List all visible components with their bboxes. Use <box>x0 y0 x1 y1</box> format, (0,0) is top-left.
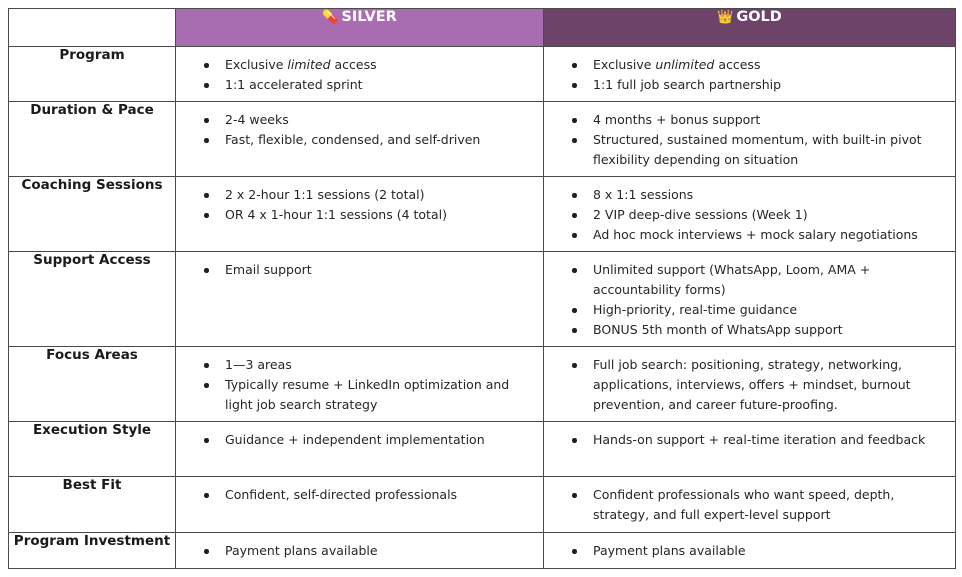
silver-list <box>176 252 543 286</box>
list-item: BONUS 5th month of WhatsApp support <box>544 320 951 340</box>
list-item: 1:1 full job search partnership <box>544 75 951 95</box>
silver-cell <box>176 347 544 422</box>
list-item: Unlimited support (WhatsApp, Loom, AMA + accountability forms) <box>544 260 951 300</box>
gold-cell <box>544 177 956 252</box>
table-row <box>9 102 956 177</box>
gold-list <box>544 347 955 421</box>
list-item: 2 x 2-hour 1:1 sessions (2 total) <box>176 185 539 205</box>
gold-header-label: GOLD <box>736 9 782 25</box>
row-label: Focus Areas <box>9 347 176 422</box>
list-item: Full job search: positioning, strategy, networking, applications, interviews, offers + mindset, burnout prevention, and career future-proofing. <box>544 355 951 415</box>
table-row <box>9 252 956 347</box>
gold-cell <box>544 533 956 569</box>
gold-list <box>544 102 955 176</box>
silver-list <box>176 177 543 231</box>
silver-list <box>176 477 543 511</box>
gold-cell <box>544 102 956 177</box>
gold-list <box>544 177 955 251</box>
row-label: Program Investment <box>9 533 176 569</box>
list-item: 4 months + bonus support <box>544 110 951 130</box>
silver-list <box>176 347 543 421</box>
table-row <box>9 177 956 252</box>
silver-header <box>176 9 544 47</box>
list-item: OR 4 x 1-hour 1:1 sessions (4 total) <box>176 205 539 225</box>
gold-list <box>544 477 955 531</box>
list-item: Confident professionals who want speed, depth, strategy, and full expert-level support <box>544 485 951 525</box>
silver-cell <box>176 422 544 477</box>
gold-cell <box>544 47 956 102</box>
list-item: 1:1 accelerated sprint <box>176 75 539 95</box>
list-item: Typically resume + LinkedIn optimization and light job search strategy <box>176 375 539 415</box>
row-label: Program <box>9 47 176 102</box>
silver-list <box>176 533 543 567</box>
comparison-table <box>8 8 956 569</box>
list-item: Confident, self-directed professionals <box>176 485 539 505</box>
gold-list <box>544 252 955 346</box>
gold-list <box>544 422 955 456</box>
pill-icon: 💊 <box>322 10 339 25</box>
silver-cell <box>176 533 544 569</box>
list-item: Guidance + independent implementation <box>176 430 539 450</box>
gold-cell <box>544 422 956 477</box>
list-item: Structured, sustained momentum, with built-in pivot flexibility depending on situation <box>544 130 951 170</box>
silver-list <box>176 102 543 156</box>
silver-list <box>176 47 543 101</box>
list-item: 1—3 areas <box>176 355 539 375</box>
list-item: Fast, flexible, condensed, and self-driven <box>176 130 539 150</box>
table-row <box>9 47 956 102</box>
row-label: Support Access <box>9 252 176 347</box>
list-item: Email support <box>176 260 539 280</box>
silver-cell <box>176 102 544 177</box>
table-body <box>9 47 956 569</box>
silver-list <box>176 422 543 456</box>
blank-header-cell <box>9 9 176 47</box>
row-label: Duration & Pace <box>9 102 176 177</box>
list-item: Exclusive limited access <box>176 55 539 75</box>
gold-list <box>544 533 955 567</box>
row-label: Best Fit <box>9 477 176 533</box>
table-row <box>9 477 956 533</box>
gold-list <box>544 47 955 101</box>
list-item: Ad hoc mock interviews + mock salary negotiations <box>544 225 951 245</box>
list-item: Hands-on support + real-time iteration and feedback <box>544 430 951 450</box>
list-item: High-priority, real-time guidance <box>544 300 951 320</box>
table-row <box>9 347 956 422</box>
gold-header <box>544 9 956 47</box>
silver-header-label: SILVER <box>341 9 397 25</box>
silver-cell <box>176 177 544 252</box>
list-item: 8 x 1:1 sessions <box>544 185 951 205</box>
row-label: Coaching Sessions <box>9 177 176 252</box>
table-row <box>9 533 956 569</box>
list-item: Payment plans available <box>176 541 539 561</box>
silver-cell <box>176 47 544 102</box>
list-item: 2 VIP deep-dive sessions (Week 1) <box>544 205 951 225</box>
table-header-row <box>9 9 956 47</box>
list-item: Payment plans available <box>544 541 951 561</box>
table-row <box>9 422 956 477</box>
row-label: Execution Style <box>9 422 176 477</box>
silver-cell <box>176 477 544 533</box>
gold-cell <box>544 252 956 347</box>
list-item: 2-4 weeks <box>176 110 539 130</box>
crown-icon: 👑 <box>717 10 734 25</box>
silver-cell <box>176 252 544 347</box>
gold-cell <box>544 347 956 422</box>
gold-cell <box>544 477 956 533</box>
list-item: Exclusive unlimited access <box>544 55 951 75</box>
